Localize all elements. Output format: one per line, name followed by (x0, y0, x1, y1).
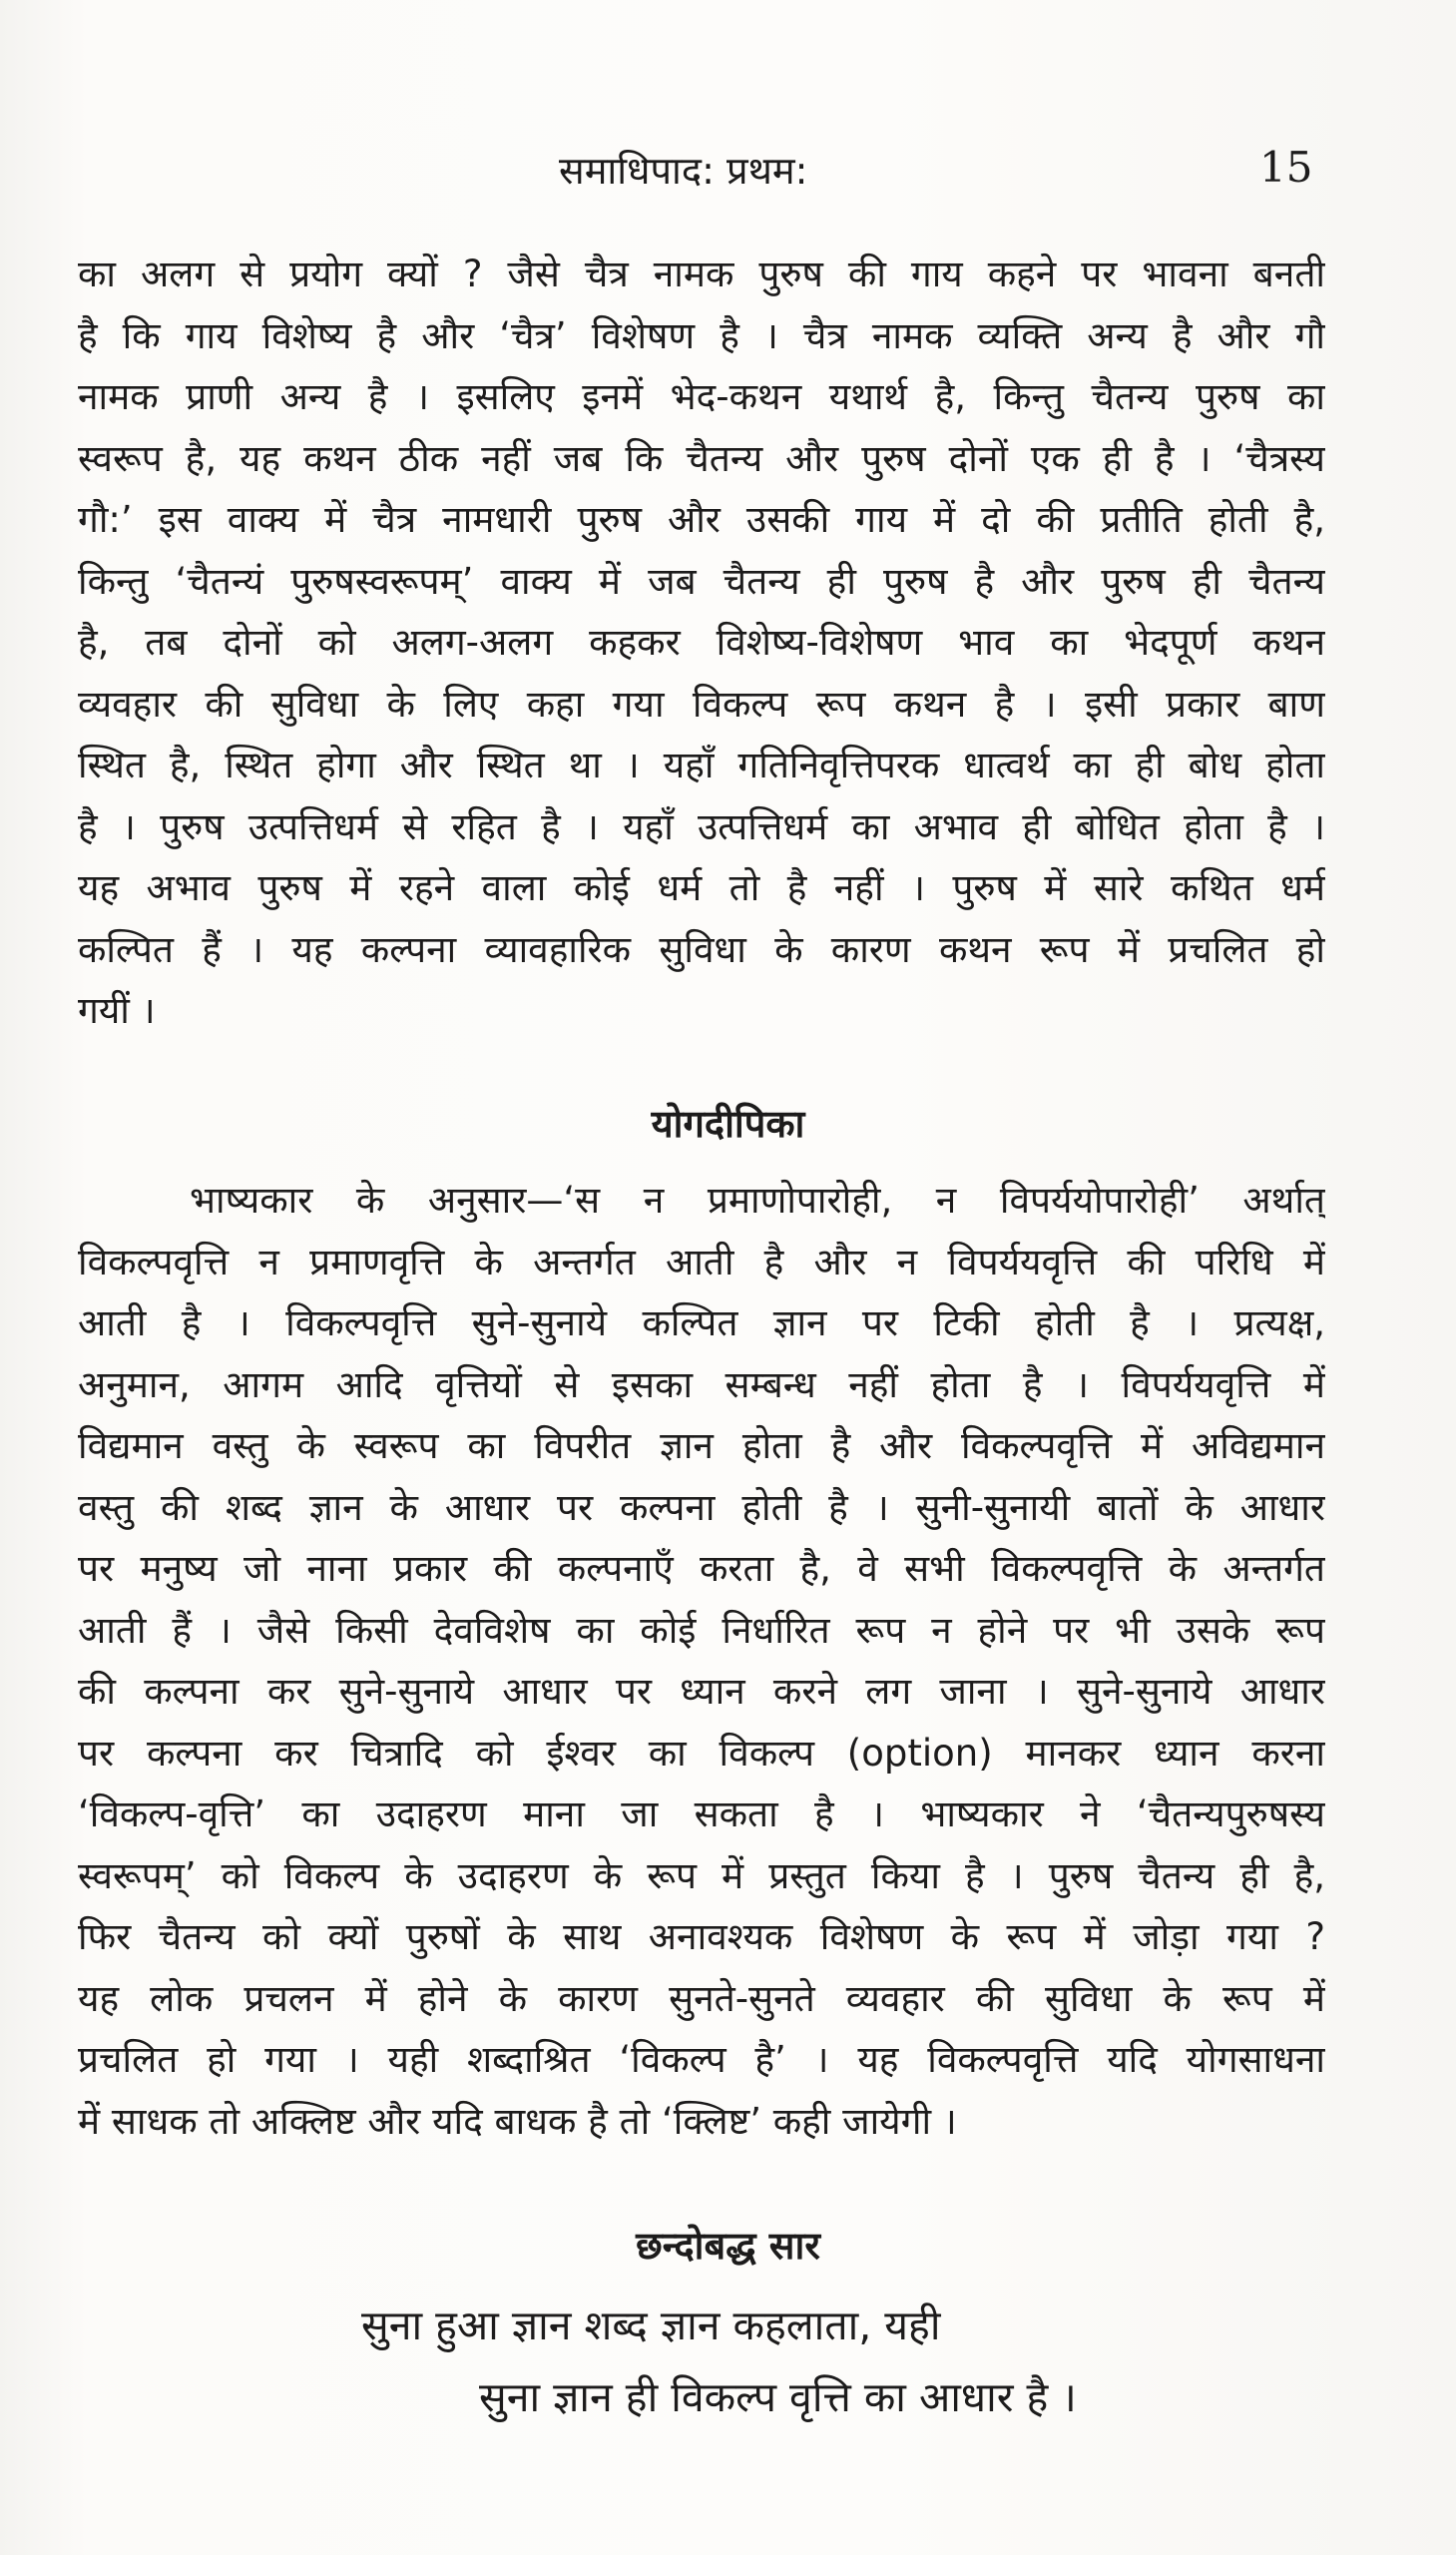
section-heading-chhandobaddh-saar: छन्दोबद्ध सार (636, 2224, 820, 2268)
text-line: की कल्पना कर सुने-सुनाये आधार पर ध्यान करने लग जाना । सुने-सुनाये आधार (78, 1670, 1325, 1713)
text-line: वस्तु की शब्द ज्ञान के आधार पर कल्पना होती है । सुनी-सुनायी बातों के आधार (78, 1485, 1325, 1529)
text-line: पर मनुष्य जो नाना प्रकार की कल्पनाएँ करता है, वे सभी विकल्पवृत्ति के अन्तर्गत (78, 1547, 1325, 1590)
text-line: यह लोक प्रचलन में होने के कारण सुनते-सुनते व्यवहार की सुविधा के रूप में (78, 1976, 1325, 2020)
text-line: स्वरूप है, यह कथन ठीक नहीं जब कि चैतन्य और पुरुष दोनों एक ही है । ‘चैत्रस्य (78, 436, 1325, 480)
text-line: फिर चैतन्य को क्यों पुरुषों के साथ अनावश्यक विशेषण के रूप में जोड़ा गया ? (78, 1915, 1325, 1958)
text-line: में साधक तो अक्लिष्ट और यदि बाधक है तो ‘क्लिष्ट’ कही जायेगी । (78, 2099, 957, 2143)
text-line: प्रचलित हो गया । यही शब्दाश्रित ‘विकल्प है’ । यह विकल्पवृत्ति यदि योगसाधना (78, 2038, 1325, 2081)
text-line: नामक प्राणी अन्य है । इसलिए इनमें भेद-कथन यथार्थ है, किन्तु चैतन्य पुरुष का (78, 375, 1325, 418)
text-line: आती हैं । जैसे किसी देवविशेष का कोई निर्धारित रूप न होने पर भी उसके रूप (78, 1608, 1325, 1652)
text-line: किन्तु ‘चैतन्यं पुरुषस्वरूपम्’ वाक्य में जब चैतन्य ही पुरुष है और पुरुष ही चैतन्य (78, 559, 1325, 603)
text-line: विद्यमान वस्तु के स्वरूप का विपरीत ज्ञान होता है और विकल्पवृत्ति में अविद्यमान (78, 1424, 1325, 1467)
text-line: गौ:’ इस वाक्य में चैत्र नामधारी पुरुष और उसकी गाय में दो की प्रतीति होती है, (78, 498, 1325, 541)
text-line: कल्पित हैं । यह कल्पना व्यावहारिक सुविधा के कारण कथन रूप में प्रचलित हो (78, 927, 1325, 971)
verse-line-1: सुना हुआ ज्ञान शब्द ज्ञान कहलाता, यही (361, 2301, 941, 2349)
text-line: है कि गाय विशेष्य है और ‘चैत्र’ विशेषण है । चैत्र नामक व्यक्ति अन्य है और गौ (78, 313, 1325, 357)
paragraph-continuation (78, 244, 1325, 1042)
text-line: पर कल्पना कर चित्रादि को ईश्वर का विकल्प (option) मानकर ध्यान करना (78, 1731, 1325, 1775)
text-line: का अलग से प्रयोग क्यों ? जैसे चैत्र नामक पुरुष की गाय कहने पर भावना बनती (78, 253, 1325, 295)
verse-line-2: सुना ज्ञान ही विकल्प वृत्ति का आधार है । (479, 2373, 1077, 2421)
text-line: है, तब दोनों को अलग-अलग कहकर विशेष्य-विशेषण भाव का भेदपूर्ण कथन (78, 621, 1325, 664)
text-line: आती है । विकल्पवृत्ति सुने-सुनाये कल्पित ज्ञान पर टिकी होती है । प्रत्यक्ष, (78, 1301, 1325, 1344)
text-line: है । पुरुष उत्पत्तिधर्म से रहित है । यहाँ उत्पत्तिधर्म का अभाव ही बोधित होता है । (78, 804, 1325, 848)
running-header (0, 140, 1456, 200)
text-line: ‘विकल्प-वृत्ति’ का उदाहरण माना जा सकता है । भाष्यकार ने ‘चैतन्यपुरुषस्य (78, 1792, 1325, 1835)
paragraph-yogadipika (78, 1170, 1325, 2152)
text-line: भाष्यकार के अनुसार—‘स न प्रमाणोपारोही, न विपर्ययोपारोही’ अर्थात् (190, 1179, 1325, 1222)
text-line: स्वरूपम्’ को विकल्प के उदाहरण के रूप में प्रस्तुत किया है । पुरुष चैतन्य ही है, (78, 1853, 1325, 1897)
text-line: गयीं । (78, 989, 156, 1032)
section-heading-yogadipika: योगदीपिका (651, 1102, 805, 1146)
text-line: व्यवहार की सुविधा के लिए कहा गया विकल्प रूप कथन है । इसी प्रकार बाण (78, 682, 1325, 726)
chapter-title: समाधिपाद: प्रथम: (559, 149, 808, 193)
text-line: यह अभाव पुरुष में रहने वाला कोई धर्म तो है नहीं । पुरुष में सारे कथित धर्म (78, 866, 1325, 909)
text-line: स्थित है, स्थित होगा और स्थित था । यहाँ गतिनिवृत्तिपरक धात्वर्थ का ही बोध होता (78, 744, 1325, 786)
text-line: विकल्पवृत्ति न प्रमाणवृत्ति के अन्तर्गत आती है और न विपर्ययवृत्ति की परिधि में (78, 1240, 1325, 1283)
text-line: अनुमान, आगम आदि वृत्तियों से इसका सम्बन्ध नहीं होता है । विपर्ययवृत्ति में (78, 1362, 1325, 1406)
page-number: 15 (1259, 143, 1313, 192)
